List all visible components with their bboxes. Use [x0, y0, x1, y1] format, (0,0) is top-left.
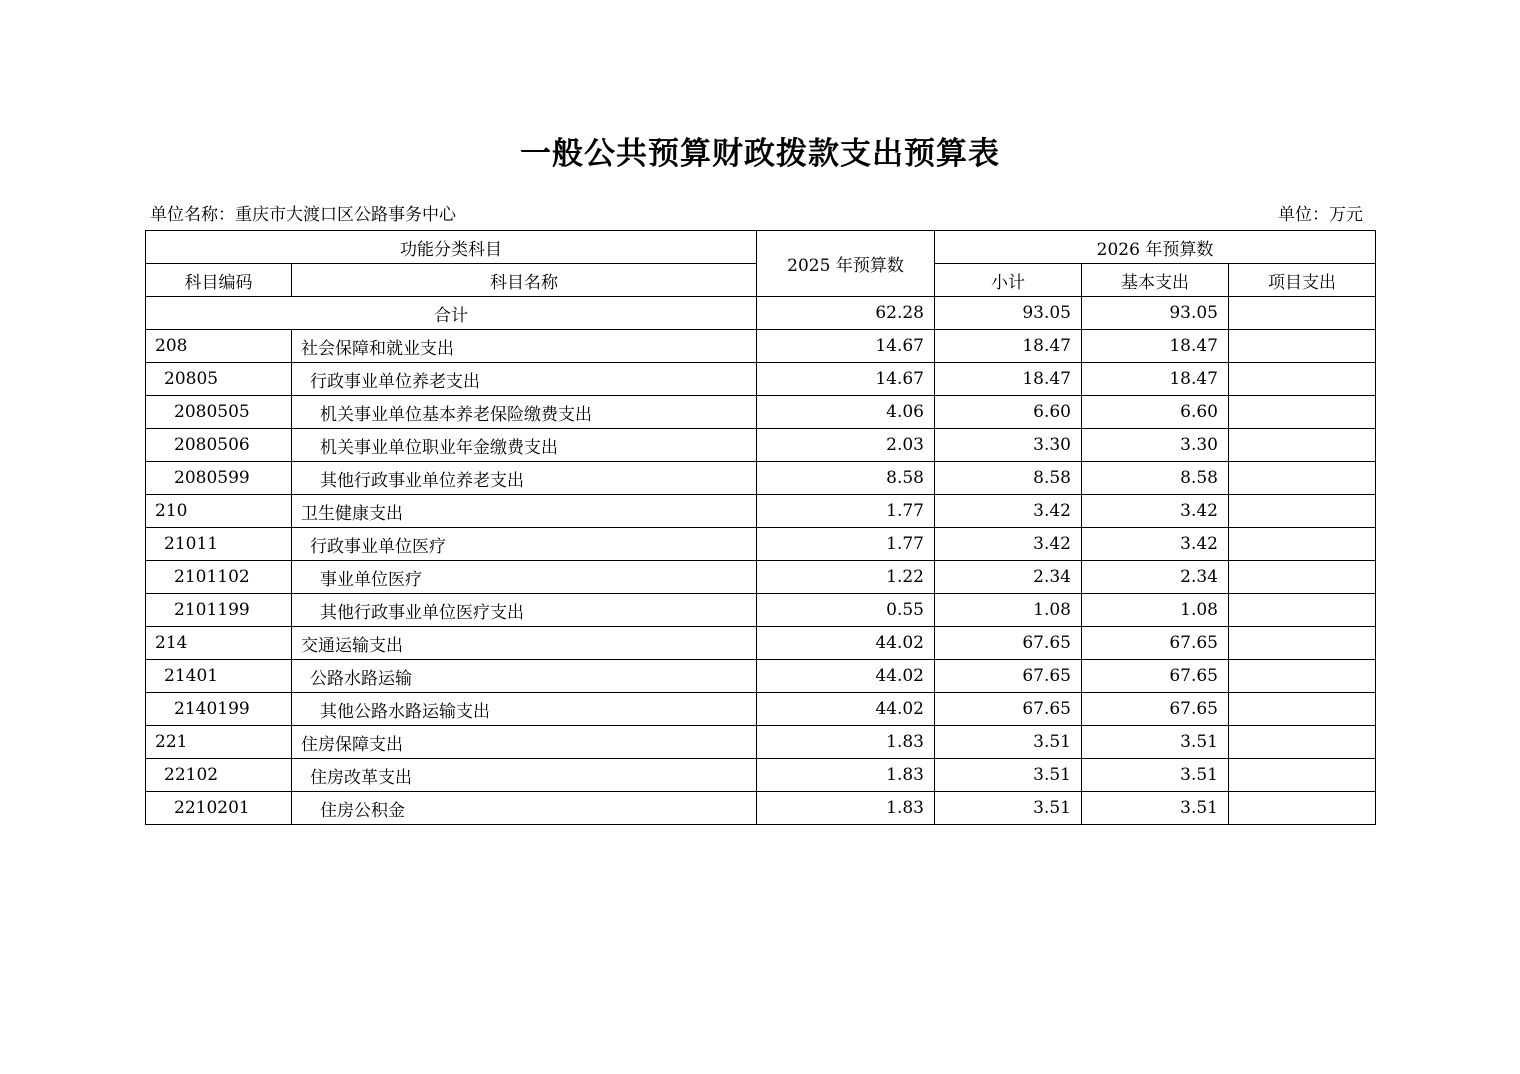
row-name: 其他公路水路运输支出 — [292, 693, 757, 726]
header-name: 科目名称 — [292, 264, 757, 297]
header-function-category: 功能分类科目 — [146, 231, 757, 264]
row-subtotal: 2.34 — [935, 561, 1082, 594]
total-label: 合计 — [146, 297, 757, 330]
table-row — [146, 726, 1376, 759]
row-b2025: 8.58 — [757, 462, 935, 495]
header-row-1 — [146, 231, 1376, 264]
unit-name: 单位名称：重庆市大渡口区公路事务中心 — [150, 205, 456, 225]
table-row — [146, 330, 1376, 363]
row-code: 21401 — [146, 660, 292, 693]
row-code: 2210201 — [146, 792, 292, 825]
row-name: 其他行政事业单位医疗支出 — [292, 594, 757, 627]
row-b2025: 0.55 — [757, 594, 935, 627]
row-project — [1229, 330, 1376, 363]
row-code: 2080505 — [146, 396, 292, 429]
row-b2025: 14.67 — [757, 330, 935, 363]
row-code: 2101199 — [146, 594, 292, 627]
row-code: 2140199 — [146, 693, 292, 726]
row-subtotal: 8.58 — [935, 462, 1082, 495]
row-code: 21011 — [146, 528, 292, 561]
table-row — [146, 528, 1376, 561]
row-name: 社会保障和就业支出 — [292, 330, 757, 363]
row-name: 行政事业单位医疗 — [292, 528, 757, 561]
row-project — [1229, 759, 1376, 792]
total-project — [1229, 297, 1376, 330]
row-subtotal: 3.51 — [935, 792, 1082, 825]
row-basic: 6.60 — [1082, 396, 1229, 429]
row-b2025: 44.02 — [757, 693, 935, 726]
row-b2025: 1.77 — [757, 528, 935, 561]
table-row — [146, 429, 1376, 462]
row-subtotal: 1.08 — [935, 594, 1082, 627]
budget-table — [145, 230, 1376, 825]
row-b2025: 1.83 — [757, 726, 935, 759]
row-name: 行政事业单位养老支出 — [292, 363, 757, 396]
row-code: 2101102 — [146, 561, 292, 594]
row-project — [1229, 594, 1376, 627]
row-code: 210 — [146, 495, 292, 528]
table-row — [146, 363, 1376, 396]
row-b2025: 1.83 — [757, 792, 935, 825]
row-basic: 3.51 — [1082, 792, 1229, 825]
row-project — [1229, 792, 1376, 825]
row-b2025: 44.02 — [757, 627, 935, 660]
row-basic: 18.47 — [1082, 363, 1229, 396]
row-name: 机关事业单位职业年金缴费支出 — [292, 429, 757, 462]
row-project — [1229, 660, 1376, 693]
row-subtotal: 6.60 — [935, 396, 1082, 429]
row-code: 2080599 — [146, 462, 292, 495]
row-name: 住房公积金 — [292, 792, 757, 825]
row-name: 交通运输支出 — [292, 627, 757, 660]
row-code: 214 — [146, 627, 292, 660]
row-project — [1229, 693, 1376, 726]
header-basic: 基本支出 — [1082, 264, 1229, 297]
row-basic: 2.34 — [1082, 561, 1229, 594]
row-b2025: 14.67 — [757, 363, 935, 396]
row-basic: 67.65 — [1082, 693, 1229, 726]
row-basic: 3.51 — [1082, 726, 1229, 759]
row-subtotal: 67.65 — [935, 693, 1082, 726]
header-budget-2025: 2025 年预算数 — [757, 231, 935, 297]
row-b2025: 44.02 — [757, 660, 935, 693]
row-code: 20805 — [146, 363, 292, 396]
table-row — [146, 693, 1376, 726]
row-b2025: 1.22 — [757, 561, 935, 594]
row-basic: 3.30 — [1082, 429, 1229, 462]
row-code: 2080506 — [146, 429, 292, 462]
header-subtotal: 小计 — [935, 264, 1082, 297]
row-project — [1229, 627, 1376, 660]
row-subtotal: 67.65 — [935, 660, 1082, 693]
row-b2025: 4.06 — [757, 396, 935, 429]
header-project: 项目支出 — [1229, 264, 1376, 297]
row-name: 住房改革支出 — [292, 759, 757, 792]
row-name: 公路水路运输 — [292, 660, 757, 693]
row-name: 机关事业单位基本养老保险缴费支出 — [292, 396, 757, 429]
row-code: 221 — [146, 726, 292, 759]
row-subtotal: 18.47 — [935, 363, 1082, 396]
row-b2025: 2.03 — [757, 429, 935, 462]
row-project — [1229, 429, 1376, 462]
row-basic: 67.65 — [1082, 627, 1229, 660]
table-row — [146, 495, 1376, 528]
row-project — [1229, 528, 1376, 561]
row-basic: 3.51 — [1082, 759, 1229, 792]
header-budget-2026: 2026 年预算数 — [935, 231, 1376, 264]
row-code: 208 — [146, 330, 292, 363]
row-b2025: 1.83 — [757, 759, 935, 792]
table-row — [146, 759, 1376, 792]
row-subtotal: 3.42 — [935, 528, 1082, 561]
row-project — [1229, 561, 1376, 594]
row-code: 22102 — [146, 759, 292, 792]
table-row — [146, 660, 1376, 693]
row-basic: 1.08 — [1082, 594, 1229, 627]
row-subtotal: 3.51 — [935, 726, 1082, 759]
row-name: 卫生健康支出 — [292, 495, 757, 528]
row-project — [1229, 495, 1376, 528]
table-row — [146, 627, 1376, 660]
total-b2025: 62.28 — [757, 297, 935, 330]
unit-of-measure: 单位：万元 — [1278, 205, 1363, 225]
header-code: 科目编码 — [146, 264, 292, 297]
row-basic: 3.42 — [1082, 495, 1229, 528]
row-project — [1229, 462, 1376, 495]
page-title: 一般公共预算财政拨款支出预算表 — [520, 136, 1000, 172]
table-row — [146, 462, 1376, 495]
row-basic: 67.65 — [1082, 660, 1229, 693]
row-project — [1229, 396, 1376, 429]
total-subtotal: 93.05 — [935, 297, 1082, 330]
row-name: 其他行政事业单位养老支出 — [292, 462, 757, 495]
row-subtotal: 3.51 — [935, 759, 1082, 792]
table-row — [146, 396, 1376, 429]
row-subtotal: 18.47 — [935, 330, 1082, 363]
total-basic: 93.05 — [1082, 297, 1229, 330]
row-b2025: 1.77 — [757, 495, 935, 528]
table-row — [146, 792, 1376, 825]
row-subtotal: 3.30 — [935, 429, 1082, 462]
table-row — [146, 594, 1376, 627]
row-subtotal: 67.65 — [935, 627, 1082, 660]
table-row — [146, 561, 1376, 594]
row-project — [1229, 726, 1376, 759]
row-subtotal: 3.42 — [935, 495, 1082, 528]
row-project — [1229, 363, 1376, 396]
row-basic: 8.58 — [1082, 462, 1229, 495]
total-row — [146, 297, 1376, 330]
row-name: 住房保障支出 — [292, 726, 757, 759]
row-name: 事业单位医疗 — [292, 561, 757, 594]
row-basic: 18.47 — [1082, 330, 1229, 363]
row-basic: 3.42 — [1082, 528, 1229, 561]
